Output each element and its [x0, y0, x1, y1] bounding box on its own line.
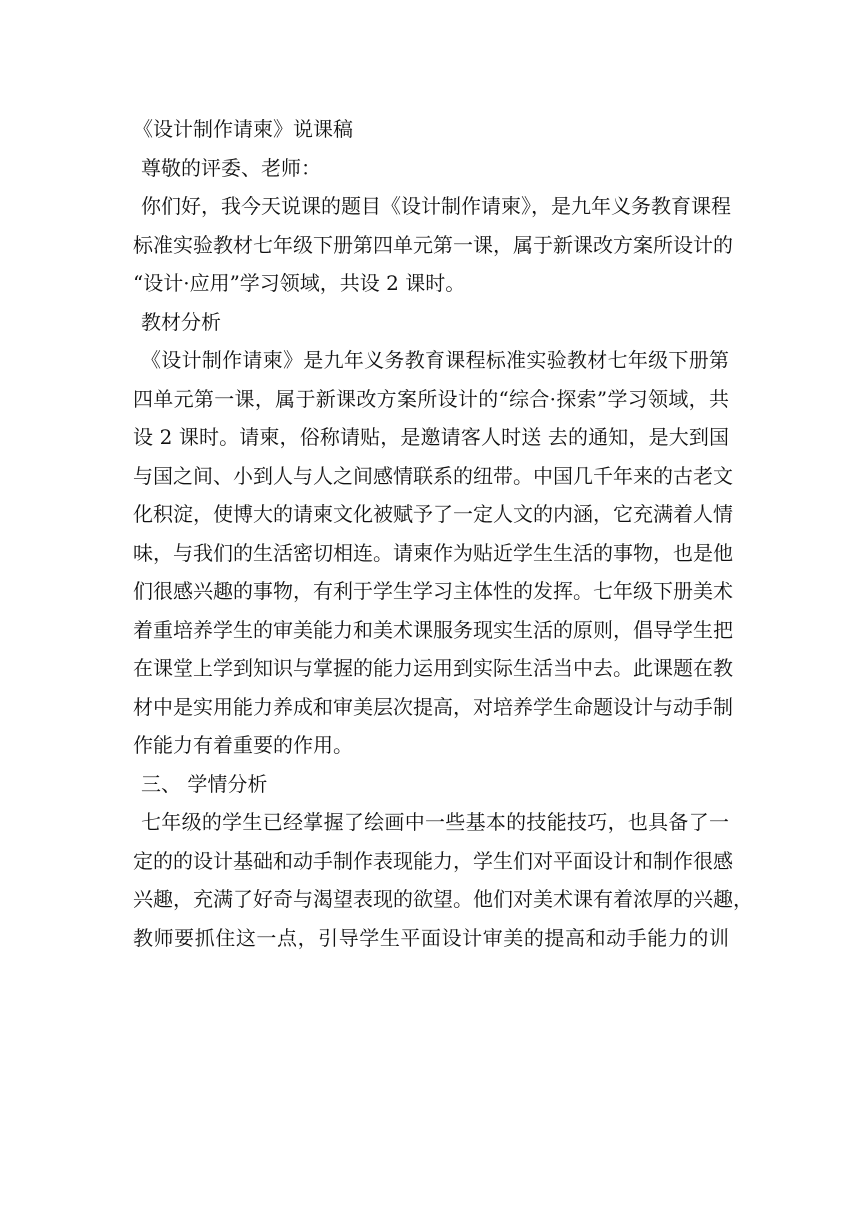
- paragraph-line: 四单元第一课，属于新课改方案所设计的“综合·探索”学习领域，共: [133, 386, 729, 411]
- paragraph-line: 标准实验教材七年级下册第四单元第一课，属于新课改方案所设计的: [133, 232, 733, 257]
- paragraph-line: 材中是实用能力养成和审美层次提高，对培养学生命题设计与动手制: [133, 694, 733, 719]
- section-heading-textbook-analysis: 教材分析: [141, 309, 221, 334]
- paragraph-line: 设 2 课时。请柬，俗称请贴，是邀请客人时送 去的通知，是大到国: [133, 425, 729, 449]
- document-page: [133, 110, 753, 957]
- paragraph-line: 作能力有着重要的作用。: [133, 733, 353, 757]
- section-heading-student-analysis: 三、 学情分析: [141, 771, 268, 796]
- student-analysis-paragraph: [133, 803, 753, 957]
- paragraph-line: 味，与我们的生活密切相连。请柬作为贴近学生生活的事物，也是他: [133, 540, 733, 565]
- paragraph-line: 七年级的学生已经掌握了绘画中一些基本的技能技巧，也具备了一: [141, 810, 729, 834]
- document-title: 《设计制作请柬》说课稿: [133, 117, 353, 141]
- paragraph-line: 们很感兴趣的事物，有利于学生学习主体性的发挥。七年级下册美术: [133, 579, 733, 603]
- greeting: 尊敬的评委、老师：: [141, 155, 321, 180]
- paragraph-line: 兴趣，充满了好奇与渴望表现的欲望。他们对美术课有着浓厚的兴趣，: [133, 887, 753, 911]
- paragraph-line: 着重培养学生的审美能力和美术课服务现实生活的原则，倡导学生把: [133, 617, 733, 642]
- paragraph-line: 在课堂上学到知识与掌握的能力运用到实际生活当中去。此课题在教: [133, 656, 733, 680]
- paragraph-line: 你们好，我今天说课的题目《设计制作请柬》，是九年义务教育课程: [141, 194, 731, 218]
- paragraph-line: 化积淀，使博大的请柬文化被赋予了一定人文的内涵，它充满着人情: [133, 502, 733, 526]
- paragraph-line: “设计·应用”学习领域，共设 2 课时。: [133, 271, 466, 295]
- paragraph-line: 与国之间、小到人与人之间感情联系的纽带。中国几千年来的古老文: [133, 463, 733, 488]
- textbook-analysis-paragraph: [133, 341, 733, 765]
- intro-paragraph: [133, 187, 733, 303]
- paragraph-line: 定的的设计基础和动手制作表现能力，学生们对平面设计和制作很感: [133, 848, 733, 873]
- paragraph-line: 《设计制作请柬》是九年义务教育课程标准实验教材七年级下册第: [141, 348, 729, 372]
- paragraph-line: 教师要抓住这一点，引导学生平面设计审美的提高和动手能力的训: [133, 925, 729, 950]
